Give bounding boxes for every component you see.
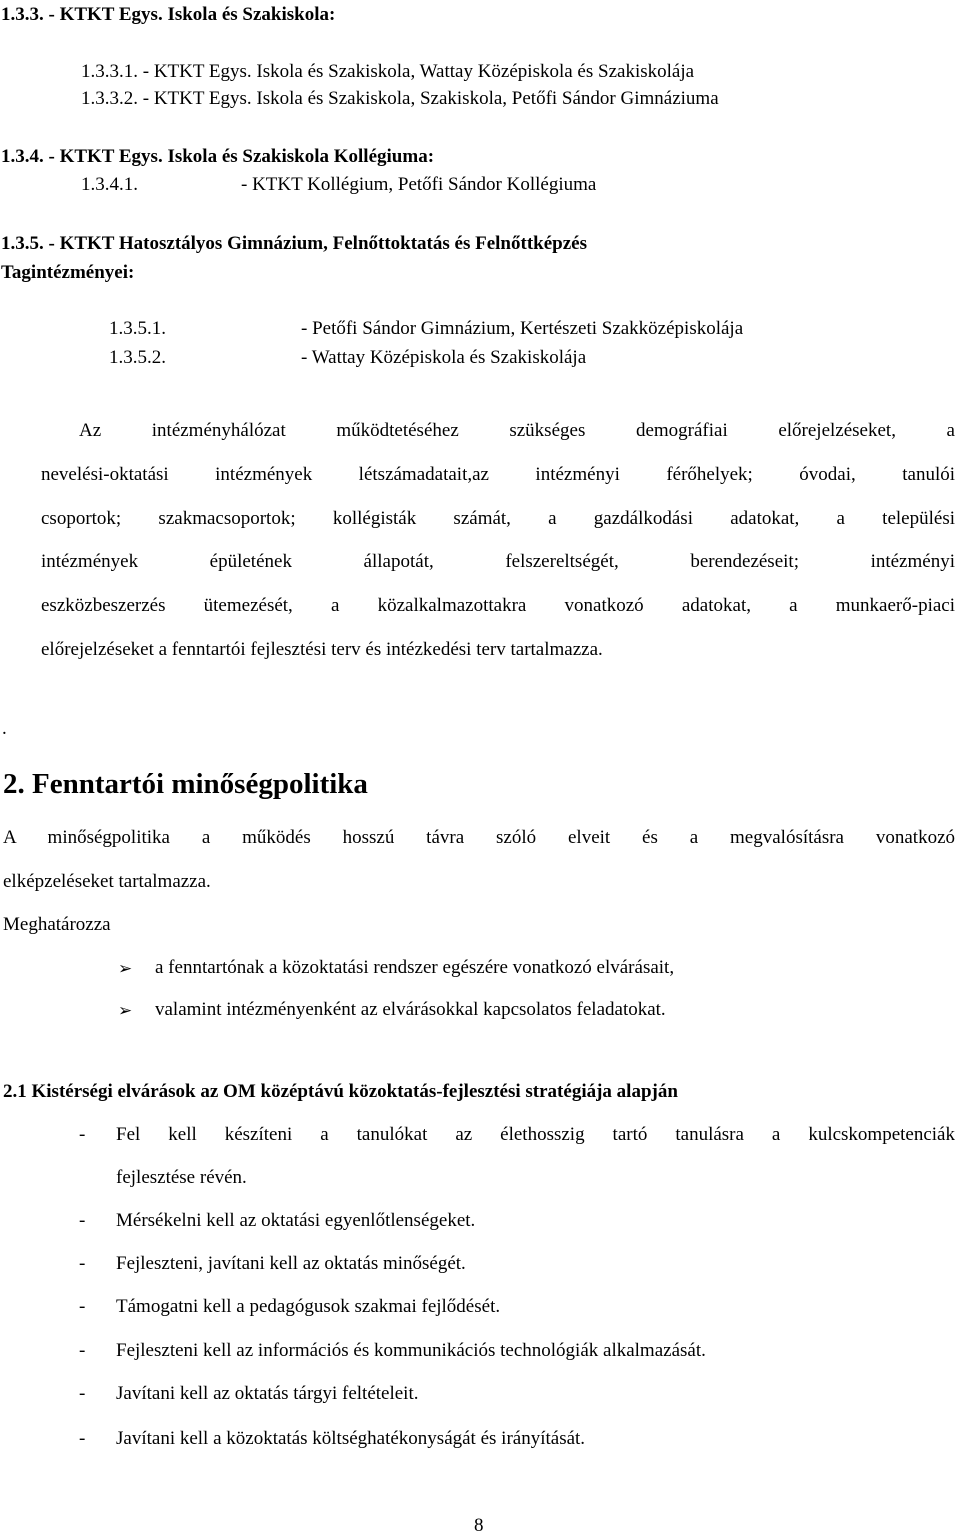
section-135-heading: 1.3.5. - KTKT Hatosztályos Gimnázium, Felnőttoktatás és Felnőttképzés bbox=[1, 233, 587, 254]
dash-bullet: - bbox=[79, 1428, 86, 1449]
list-item: Fejleszteni kell az információs és kommunikációs technológiák alkalmazását. bbox=[116, 1340, 706, 1361]
section-135-item-2-number: 1.3.5.2. bbox=[109, 347, 166, 368]
list-item-cont: fejlesztése révén. bbox=[116, 1167, 247, 1188]
section-135-item-1-number: 1.3.5.1. bbox=[109, 318, 166, 339]
dash-bullet: - bbox=[79, 1383, 86, 1404]
section-2-para-line: elképzeléseket tartalmazza. bbox=[3, 871, 211, 892]
arrow-bullet-icon: ➢ bbox=[118, 1001, 133, 1021]
list-item: Mérsékelni kell az oktatási egyenlőtlenségeket. bbox=[116, 1210, 476, 1231]
dash-bullet: - bbox=[79, 1296, 86, 1317]
stray-dot: . bbox=[2, 718, 7, 739]
section-134-heading: 1.3.4. - KTKT Egys. Iskola és Szakiskola Kollégiuma: bbox=[1, 146, 435, 167]
section-135-item-1-text: - Petőfi Sándor Gimnázium, Kertészeti Szakközépiskolája bbox=[301, 318, 744, 339]
section-133-heading: 1.3.3. - KTKT Egys. Iskola és Szakiskola: bbox=[1, 4, 336, 25]
paragraph-line: eszközbeszerzés ütemezését, a közalkalmazottakra vonatkozó adatokat, a munkaerő-piaci bbox=[41, 595, 955, 616]
section-135-heading-cont: Tagintézményei: bbox=[1, 262, 135, 283]
bullet-item: a fenntartónak a közoktatási rendszer egészére vonatkozó elvárásait, bbox=[155, 957, 675, 978]
paragraph-line: nevelési-oktatási intézmények létszámadatait,az intézményi férőhelyek; óvodai, tanulói bbox=[41, 464, 955, 485]
dash-bullet: - bbox=[79, 1253, 86, 1274]
section-135-item-2-text: - Wattay Középiskola és Szakiskolája bbox=[301, 347, 587, 368]
list-item: Fel kell készíteni a tanulókat az élethosszig tartó tanulásra a kulcskompetenciák bbox=[116, 1124, 955, 1145]
section-133-item-1: 1.3.3.1. - KTKT Egys. Iskola és Szakiskola, Wattay Középiskola és Szakiskolája bbox=[81, 61, 695, 82]
paragraph-line: intézmények épületének állapotát, felszereltségét, berendezéseit; intézményi bbox=[41, 551, 955, 572]
section-134-item-number: 1.3.4.1. bbox=[81, 174, 138, 195]
list-item: Javítani kell a közoktatás költséghatékonyságát és irányítását. bbox=[116, 1428, 586, 1449]
list-item: Fejleszteni, javítani kell az oktatás minőségét. bbox=[116, 1253, 466, 1274]
paragraph-line: előrejelzéseket a fenntartói fejlesztési terv és intézkedési terv tartalmazza. bbox=[41, 639, 603, 660]
section-2-para-line: A minőségpolitika a működés hosszú távra szóló elveit és a megvalósításra vonatkozó bbox=[3, 827, 955, 848]
section-134-item-text: - KTKT Kollégium, Petőfi Sándor Kollégiuma bbox=[241, 174, 597, 195]
page-number: 8 bbox=[474, 1515, 484, 1536]
paragraph-line: csoportok; szakmacsoportok; kollégisták számát, a gazdálkodási adatokat, a települési bbox=[41, 508, 955, 529]
dash-bullet: - bbox=[79, 1124, 86, 1145]
section-21-title: 2.1 Kistérségi elvárások az OM középtávú közoktatás-fejlesztési stratégiája alapján bbox=[3, 1081, 678, 1102]
list-item: Javítani kell az oktatás tárgyi feltételeit. bbox=[116, 1383, 419, 1404]
arrow-bullet-icon: ➢ bbox=[118, 959, 133, 979]
dash-bullet: - bbox=[79, 1210, 86, 1231]
dash-bullet: - bbox=[79, 1340, 86, 1361]
paragraph-line: Az intézményhálózat működtetéséhez szükséges demográfiai előrejelzéseket, a bbox=[79, 420, 955, 441]
bullet-item: valamint intézményenként az elvárásokkal kapcsolatos feladatokat. bbox=[155, 999, 666, 1020]
section-2-title: 2. Fenntartói minőségpolitika bbox=[3, 768, 368, 800]
section-133-item-2: 1.3.3.2. - KTKT Egys. Iskola és Szakiskola, Szakiskola, Petőfi Sándor Gimnáziuma bbox=[81, 88, 719, 109]
meghatarozza-label: Meghatározza bbox=[3, 914, 111, 935]
list-item: Támogatni kell a pedagógusok szakmai fejlődését. bbox=[116, 1296, 501, 1317]
